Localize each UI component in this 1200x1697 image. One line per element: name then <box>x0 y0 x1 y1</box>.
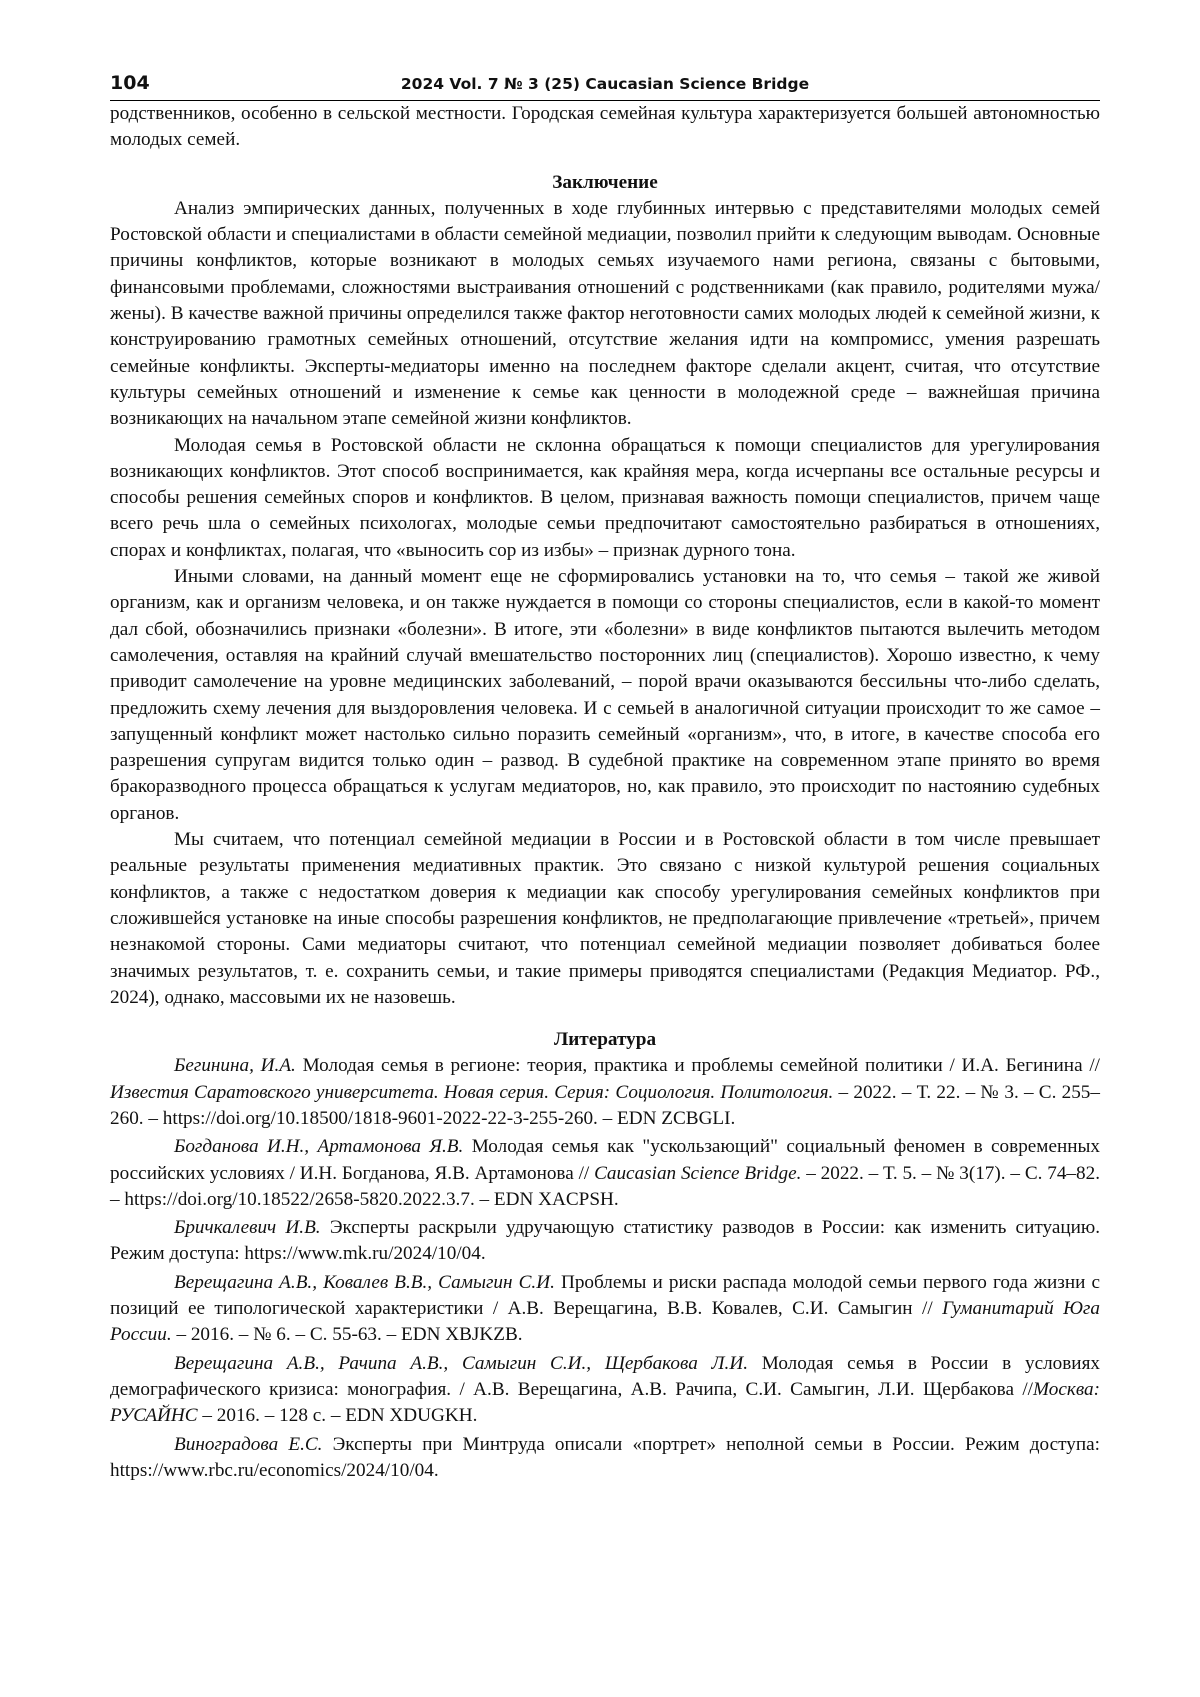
reference-text: Эксперты при Минтруда описали «портрет» неполной семьи в России. Режим доступа: https://www.rbc.ru/economics/2024/10/04. <box>110 1433 1100 1481</box>
reference-details: – 2016. – № 6. – С. 55-63. – EDN XBJKZB. <box>171 1324 523 1346</box>
running-header <box>110 72 1100 101</box>
reference-item <box>110 1053 1100 1132</box>
reference-list <box>110 1053 1100 1484</box>
reference-item <box>110 1351 1100 1430</box>
reference-authors: Бегинина, И.А. <box>174 1055 296 1077</box>
reference-item <box>110 1134 1100 1213</box>
reference-authors: Богданова И.Н., Артамонова Я.В. <box>174 1136 464 1158</box>
reference-text: Эксперты раскрыли удручающую статистику разводов в России: как изменить ситуацию. Режим доступа: https://www.mk.ru/2024/10/04. <box>110 1217 1100 1265</box>
reference-source: Известия Саратовского университета. Новая серия. Серия: Социология. Политология. <box>110 1081 834 1103</box>
paragraph: Мы считаем, что потенциал семейной медиации в России и в Ростовской области в том числе превышает реальные результаты применения медиативных практик. Это связано с низкой культурой решения социальных конфликтов, а также с недостатком доверия к медиации как способу урегулирования семейных конфликтов при сложившейся установке на иные способы разрешения конфликтов, не предполагающие привлечение «третьей», причем незнакомой стороны. Сами медиаторы считают, что потенциал семейной медиации позволяет добиваться более значимых результатов, т. е. сохранить семьи, и такие примеры приводятся специалистами (Редакция Медиатор. РФ., 2024), однако, массовыми их не назовешь. <box>110 829 1100 1008</box>
journal-title: 2024 Vol. 7 № 3 (25) Caucasian Science Bridge <box>400 75 810 93</box>
section-heading-literature: Литература <box>553 1029 657 1051</box>
reference-text: Проблемы и риски распада молодой семьи первого года жизни с позиций ее типологической характеристики / А.В. Верещагина, В.В. Ковалев, С.И. Самыгин // <box>110 1271 1100 1320</box>
reference-authors: Верещагина А.В., Рачипа А.В., Самыгин С.И., Щербакова Л.И. <box>174 1352 748 1374</box>
page <box>110 72 1100 1486</box>
page-number: 104 <box>110 72 150 94</box>
paragraph: Иными словами, на данный момент еще не сформировались установки на то, что семья – такой же живой организм, как и организм человека, и он также нуждается в помощи со стороны специалистов, если в какой-то момент дал сбой, обозначились признаки «болезни». В итоге, эти «болезни» в виде конфликтов пытаются вылечить методом самолечения, оставляя на крайний случай вмешательство посторонних лиц (специалистов). Хорошо известно, к чему приводит самолечение на уровне медицинских заболеваний, – порой врачи оказываются бессильны что-либо сделать, предложить схему лечения для выздоровления человека. И с семьей в аналогичной ситуации происходит то же самое – запущенный конфликт может настолько сильно поразить семейный «организм», что, в итоге, в качестве способа его разрешения супругам видится только один – развод. В судебной практике на современном этапе принято во время бракоразводного процесса обращаться к услугам медиаторов, но, как правило, это происходит по настоянию судебных органов. <box>110 566 1100 824</box>
reference-source: Гуманитарий Юга России. <box>110 1298 1100 1346</box>
reference-details: – 2022. – Т. 5. – № 3(17). – С. 74–82. – https://doi.org/10.18522/2658-5820.2022.3.7. – EDN XACPSH. <box>110 1162 1100 1210</box>
reference-details: – 2016. – 128 с. – EDN XDUGKH. <box>197 1405 478 1427</box>
reference-authors: Верещагина А.В., Ковалев В.В., Самыгин С.И. <box>174 1271 555 1293</box>
reference-authors: Виноградова Е.С. <box>174 1433 323 1455</box>
reference-authors: Бричкалевич И.В. <box>174 1217 321 1239</box>
reference-text: Молодая семья в регионе: теория, практика и проблемы семейной политики / И.А. Бегинина // <box>295 1055 1100 1077</box>
paragraph: Молодая семья в Ростовской области не склонна обращаться к помощи специалистов для урегулирования возникающих конфликтов. Этот способ воспринимается, как крайняя мера, когда исчерпаны все остальные ресурсы и способы решения семейных споров и конфликтов. В целом, признавая важность помощи специалистов, причем чаще всего речь шла о семейных психологах, молодые семьи предпочитают самостоятельно разбираться в отношениях, спорах и конфликтах, полагая, что «выносить сор из избы» – признак дурного тона. <box>110 434 1100 561</box>
reference-details: – 2022. – Т. 22. – № 3. – С. 255–260. – https://doi.org/10.18500/1818-9601-2022-22-3-255-260. – EDN ZCBGLI. <box>110 1081 1100 1129</box>
reference-item <box>110 1270 1100 1349</box>
reference-item <box>110 1215 1100 1268</box>
reference-source: Caucasian Science Bridge. <box>594 1162 802 1184</box>
paragraph: родственников, особенно в сельской местности. Городская семейная культура характеризуется большей автономностью молодых семей. <box>110 103 1100 151</box>
paragraph: Анализ эмпирических данных, полученных в ходе глубинных интервью с представителями молодых семей Ростовской области и специалистами в области семейной медиации, позволил прийти к следующим выводам. Основные причины конфликтов, которые возникают в молодых семьях изучаемого нами региона, связаны с бытовыми, финансовыми проблемами, сложностями выстраивания отношений с родственниками (как правило, родителями мужа/жены). В качестве важной причины определился также фактор неготовности самих молодых людей к семейной жизни, к конструированию грамотных семейных отношений, отсутствие желания идти на компромисс, умения разрешать семейные конфликты. Эксперты-медиаторы именно на последнем факторе сделали акцент, считая, что отсутствие культуры семейных отношений и изменение к семье как ценности в молодежной среде – важнейшая причина возникающих на начальном этапе семейной жизни конфликтов. <box>110 197 1100 430</box>
reference-source: Москва: РУСАЙНС <box>110 1378 1100 1427</box>
reference-item <box>110 1432 1100 1485</box>
reference-text: Молодая семья в России в условиях демографического кризиса: монография. / А.В. Верещагина, А.В. Рачипа, С.И. Самыгин, Л.И. Щербакова // <box>110 1352 1100 1400</box>
article-body <box>110 101 1100 1484</box>
section-heading-conclusion: Заключение <box>552 171 658 193</box>
reference-text: Молодая семья как "ускользающий" социальный феномен в современных российских условиях / И.Н. Богданова, Я.В. Артамонова // <box>110 1136 1100 1184</box>
